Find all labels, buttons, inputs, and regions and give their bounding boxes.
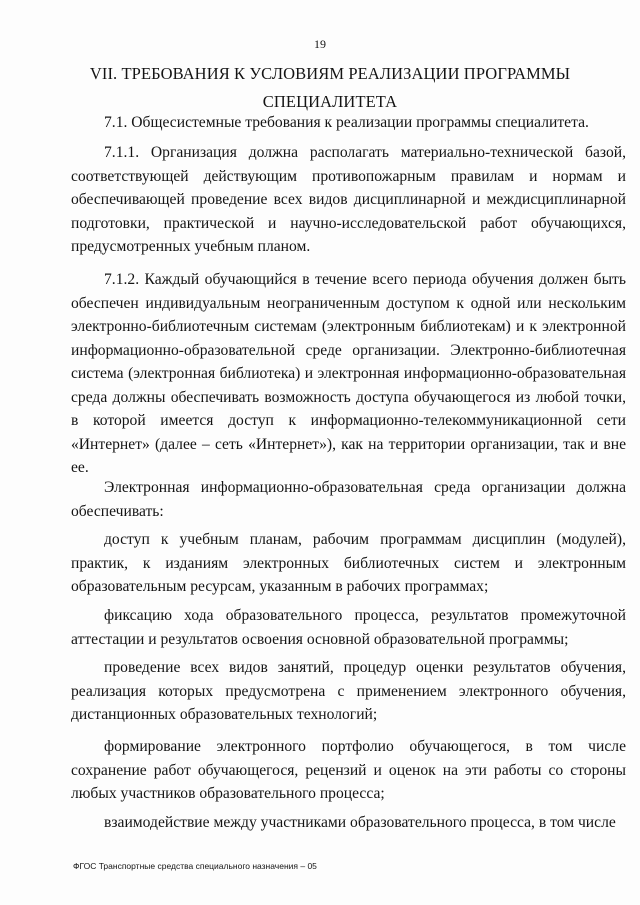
page-number: 19: [314, 37, 326, 51]
paragraph-conduct: проведение всех видов занятий, процедур оценки результатов обучения, реализация которых предусмотрена с применением электронного обучения, дистанционных образовательных технологий;: [71, 659, 626, 723]
section-title-line-1: VII. ТРЕБОВАНИЯ К УСЛОВИЯМ РЕАЛИЗАЦИИ ПРОГРАММЫ: [89, 64, 571, 83]
paragraph-7-1-2: 7.1.2. Каждый обучающийся в течение всего периода обучения должен быть обеспечен индивидуальным неограниченным доступом к одной или нескольким электронно-библиотечным системам (электронным библиотекам) и к электронной информационно-образовательной среде организации. Электронно-библиотечная система (электронная библиотека) и электронная информационно-образовательная среда должны обеспечивать возможность доступа обучающегося из любой точки, в которой имеется доступ к информационно-телекоммуникационной сети «Интернет» (далее – сеть «Интернет»), как на территории организации, так и вне ее.: [71, 271, 626, 476]
paragraph-eios: Электронная информационно-образовательная среда организации должна обеспечивать:: [71, 479, 626, 520]
paragraph-7-1-1: 7.1.1. Организация должна располагать материально-технической базой, соответствующей действующим противопожарным правилам и нормам и обеспечивающей проведение всех видов дисциплинарной и междисциплинарной подготовки, практической и научно-исследовательской работ обучающихся, предусмотренных учебным планом.: [71, 144, 626, 255]
footer-standard-name: ФГОС Транспортные средства специального назначения – 05: [73, 861, 317, 871]
section-title: [60, 60, 600, 116]
paragraph-fixation: фиксацию хода образовательного процесса, результатов промежуточной аттестации и результатов освоения основной образовательной программы;: [71, 607, 626, 648]
section-title-line-2: СПЕЦИАЛИТЕТА: [262, 92, 398, 111]
paragraph-access: доступ к учебным планам, рабочим программам дисциплин (модулей), практик, к изданиям электронных библиотечных систем и электронным образовательным ресурсам, указанным в рабочих программах;: [71, 531, 626, 595]
paragraph-7-1: 7.1. Общесистемные требования к реализации программы специалитета.: [104, 114, 589, 131]
paragraph-portfolio: формирование электронного портфолио обучающегося, в том числе сохранение работ обучающегося, рецензий и оценок на эти работы со стороны любых участников образовательного процесса;: [71, 738, 626, 802]
paragraph-interaction: взаимодействие между участниками образовательного процесса, в том числе: [104, 814, 616, 831]
